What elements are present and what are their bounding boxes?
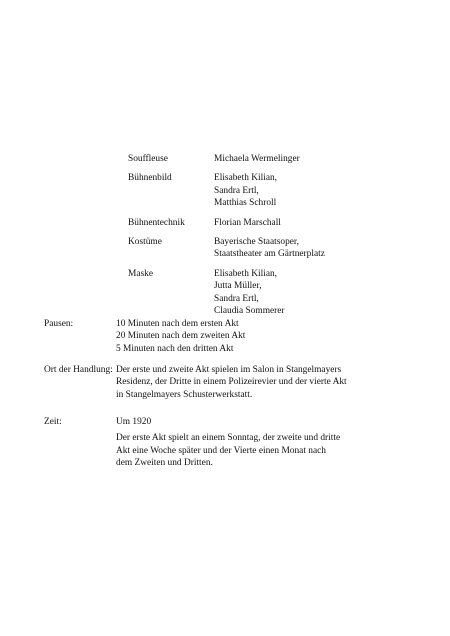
crew-name: Jutta Müller,	[214, 281, 262, 292]
zeit-paragraph	[116, 432, 414, 469]
crew-row-buehnenbild	[128, 172, 428, 209]
crew-name: Bayerische Staatsoper,	[214, 237, 300, 248]
pausen-line: 20 Minuten nach dem zweiten Akt	[116, 331, 246, 342]
ort-line: Residenz, der Dritte in einem Polizeirevier und der vierte Akt	[116, 377, 347, 388]
crew-name: Staatstheater am Gärtnerplatz	[214, 249, 325, 260]
crew-role: Souffleuse	[128, 154, 168, 164]
crew-row-souffleuse	[128, 153, 428, 165]
crew-name: Matthias Schroll	[214, 198, 277, 209]
zeit-line: Der erste Akt spielt an einem Sonntag, der zweite und dritte	[116, 433, 341, 444]
pausen-line: 5 Minuten nach den dritten Akt	[116, 343, 234, 354]
ort-label: Ort der Handlung:	[44, 365, 113, 375]
crew-name: Michaela Wermelinger	[214, 154, 300, 164]
ort-body	[116, 364, 414, 401]
pausen-body	[116, 318, 414, 355]
crew-row-kostueme	[128, 236, 428, 261]
crew-name: Elisabeth Kilian,	[214, 268, 278, 279]
zeit-heading: Um 1920	[116, 417, 152, 427]
crew-role: Bühnenbild	[128, 173, 172, 184]
zeit-row	[44, 416, 414, 470]
crew-name: Claudia Sommerer	[214, 306, 285, 317]
zeit-line: Akt eine Woche später und der Vierte einen Monat nach	[116, 445, 326, 456]
crew-name: Sandra Ertl,	[214, 185, 259, 196]
zeit-section	[44, 416, 414, 470]
zeit-body	[116, 416, 414, 470]
crew-row-buehnentechnik	[128, 217, 428, 229]
crew-names	[214, 217, 428, 229]
crew-name: Elisabeth Kilian,	[214, 173, 278, 184]
ort-section	[44, 364, 414, 401]
crew-role: Maske	[128, 268, 153, 279]
crew-names	[214, 172, 428, 209]
crew-role: Bühnentechnik	[128, 217, 185, 228]
crew-name: Florian Marschall	[214, 217, 281, 228]
ort-line: Der erste und zweite Akt spielen im Salon in Stangelmayers	[116, 365, 342, 375]
ort-line: in Stangelmayers Schusterwerkstatt.	[116, 389, 253, 400]
crew-names	[214, 236, 428, 261]
pausen-row	[44, 318, 414, 355]
pausen-section	[44, 318, 414, 355]
crew-name: Sandra Ertl,	[214, 293, 259, 304]
crew-row-maske	[128, 268, 428, 318]
ort-row	[44, 364, 414, 401]
pausen-line: 10 Minuten nach dem ersten Akt	[116, 319, 239, 329]
crew-list	[128, 153, 428, 324]
crew-names	[214, 153, 428, 165]
crew-role: Kostüme	[128, 237, 162, 248]
pausen-label: Pausen:	[44, 319, 74, 329]
crew-names	[214, 268, 428, 318]
zeit-line: dem Zweiten und Dritten.	[116, 458, 213, 469]
zeit-label: Zeit:	[44, 417, 62, 427]
